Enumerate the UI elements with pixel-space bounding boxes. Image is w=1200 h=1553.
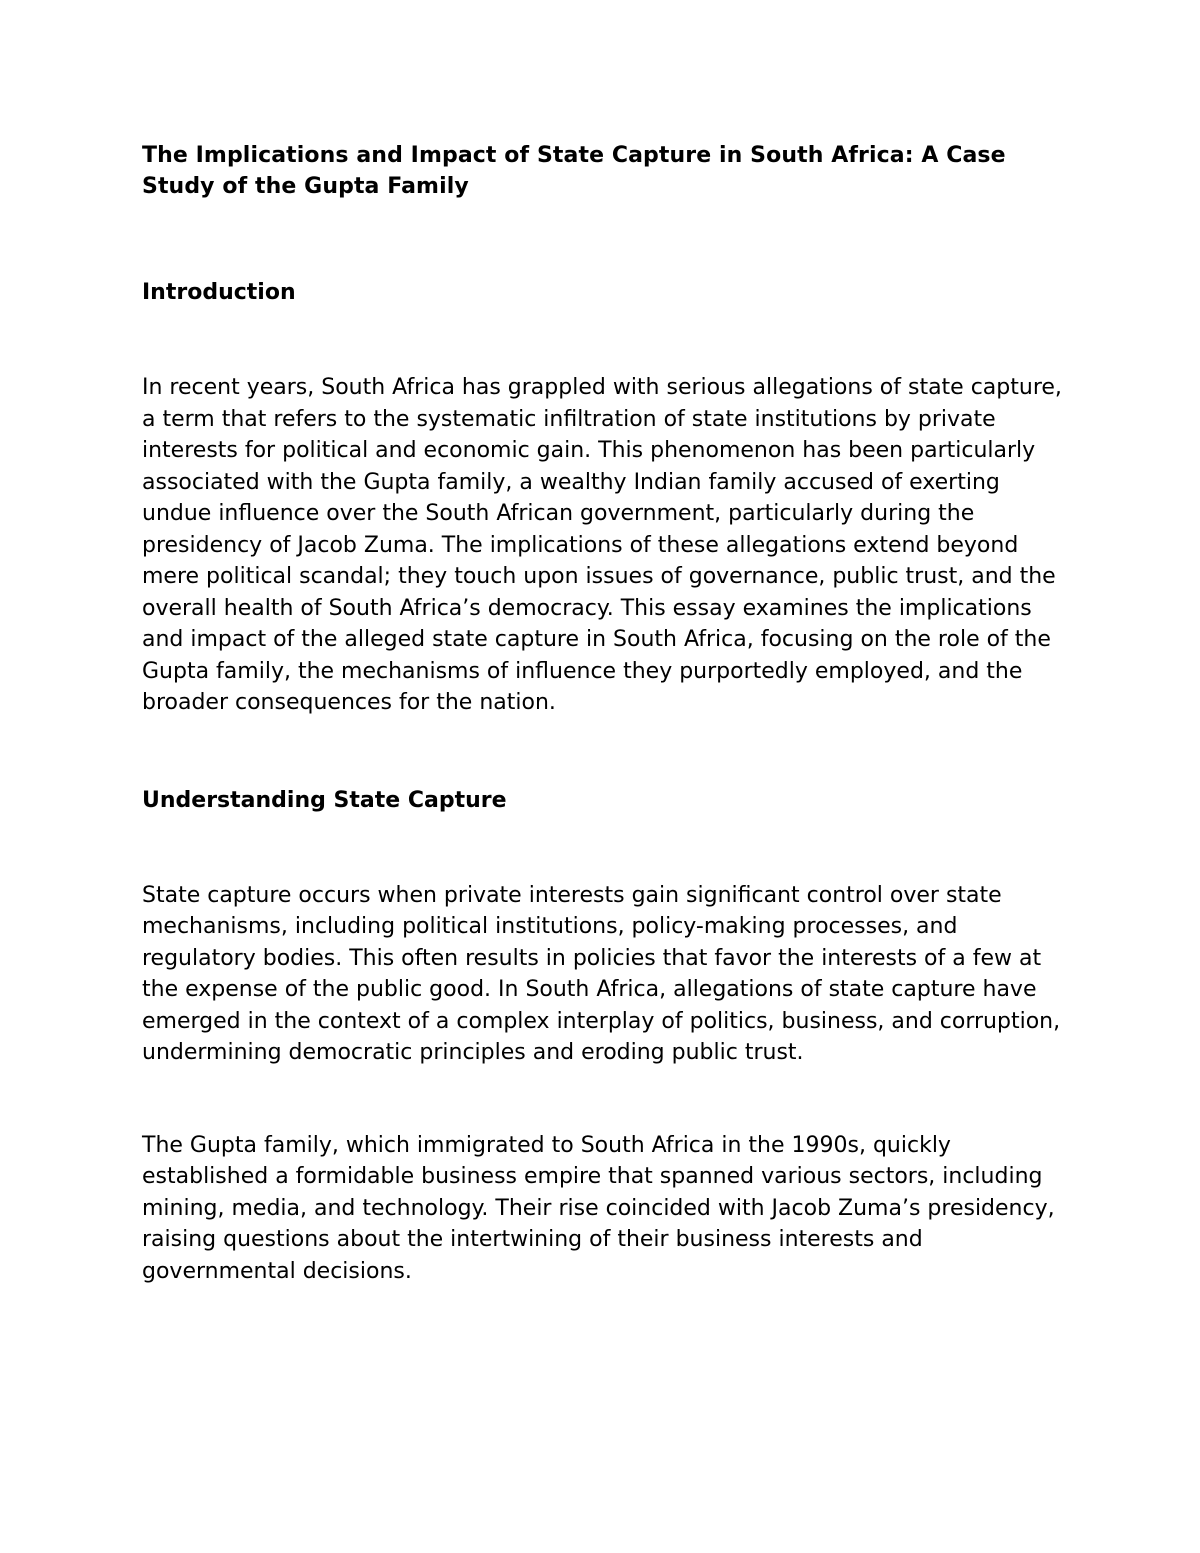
section-heading-understanding-state-capture: Understanding State Capture <box>142 787 507 813</box>
understanding-paragraph-1: State capture occurs when private interests gain significant control over state mechanisms, including political institutions, policy-making processes, and regulatory bodies. This often results in policies that favor the interests of a few at the expense of the public good. In South Africa, allegations of state capture have emerged in the context of a complex interplay of politics, business, and corruption, undermining democratic principles and eroding public trust. <box>142 882 1061 1065</box>
section-heading-introduction: Introduction <box>142 280 296 305</box>
understanding-paragraph-2: The Gupta family, which immigrated to South Africa in the 1990s, quickly established a formidable business empire that spanned various sectors, including mining, media, and technology. Their rise coincided with Jacob Zuma’s presidency, raising questions about the intertwining of their business interests and governmental decisions. <box>142 1132 1055 1284</box>
document-page <box>142 140 1062 1287</box>
document-title: The Implications and Impact of State Capture in South Africa: A Case Study of the Gupta Family <box>142 143 1006 199</box>
introduction-paragraph: In recent years, South Africa has grappled with serious allegations of state capture, a term that refers to the systematic infiltration of state institutions by private interests for political and economic gain. This phenomenon has been particularly associated with the Gupta family, a wealthy Indian family accused of exerting undue influence over the South African government, particularly during the presidency of Jacob Zuma. The implications of these allegations extend beyond mere political scandal; they touch upon issues of governance, public trust, and the overall health of South Africa’s democracy. This essay examines the implications and impact of the alleged state capture in South Africa, focusing on the role of the Gupta family, the mechanisms of influence they purportedly employed, and the broader consequences for the nation. <box>142 375 1062 715</box>
